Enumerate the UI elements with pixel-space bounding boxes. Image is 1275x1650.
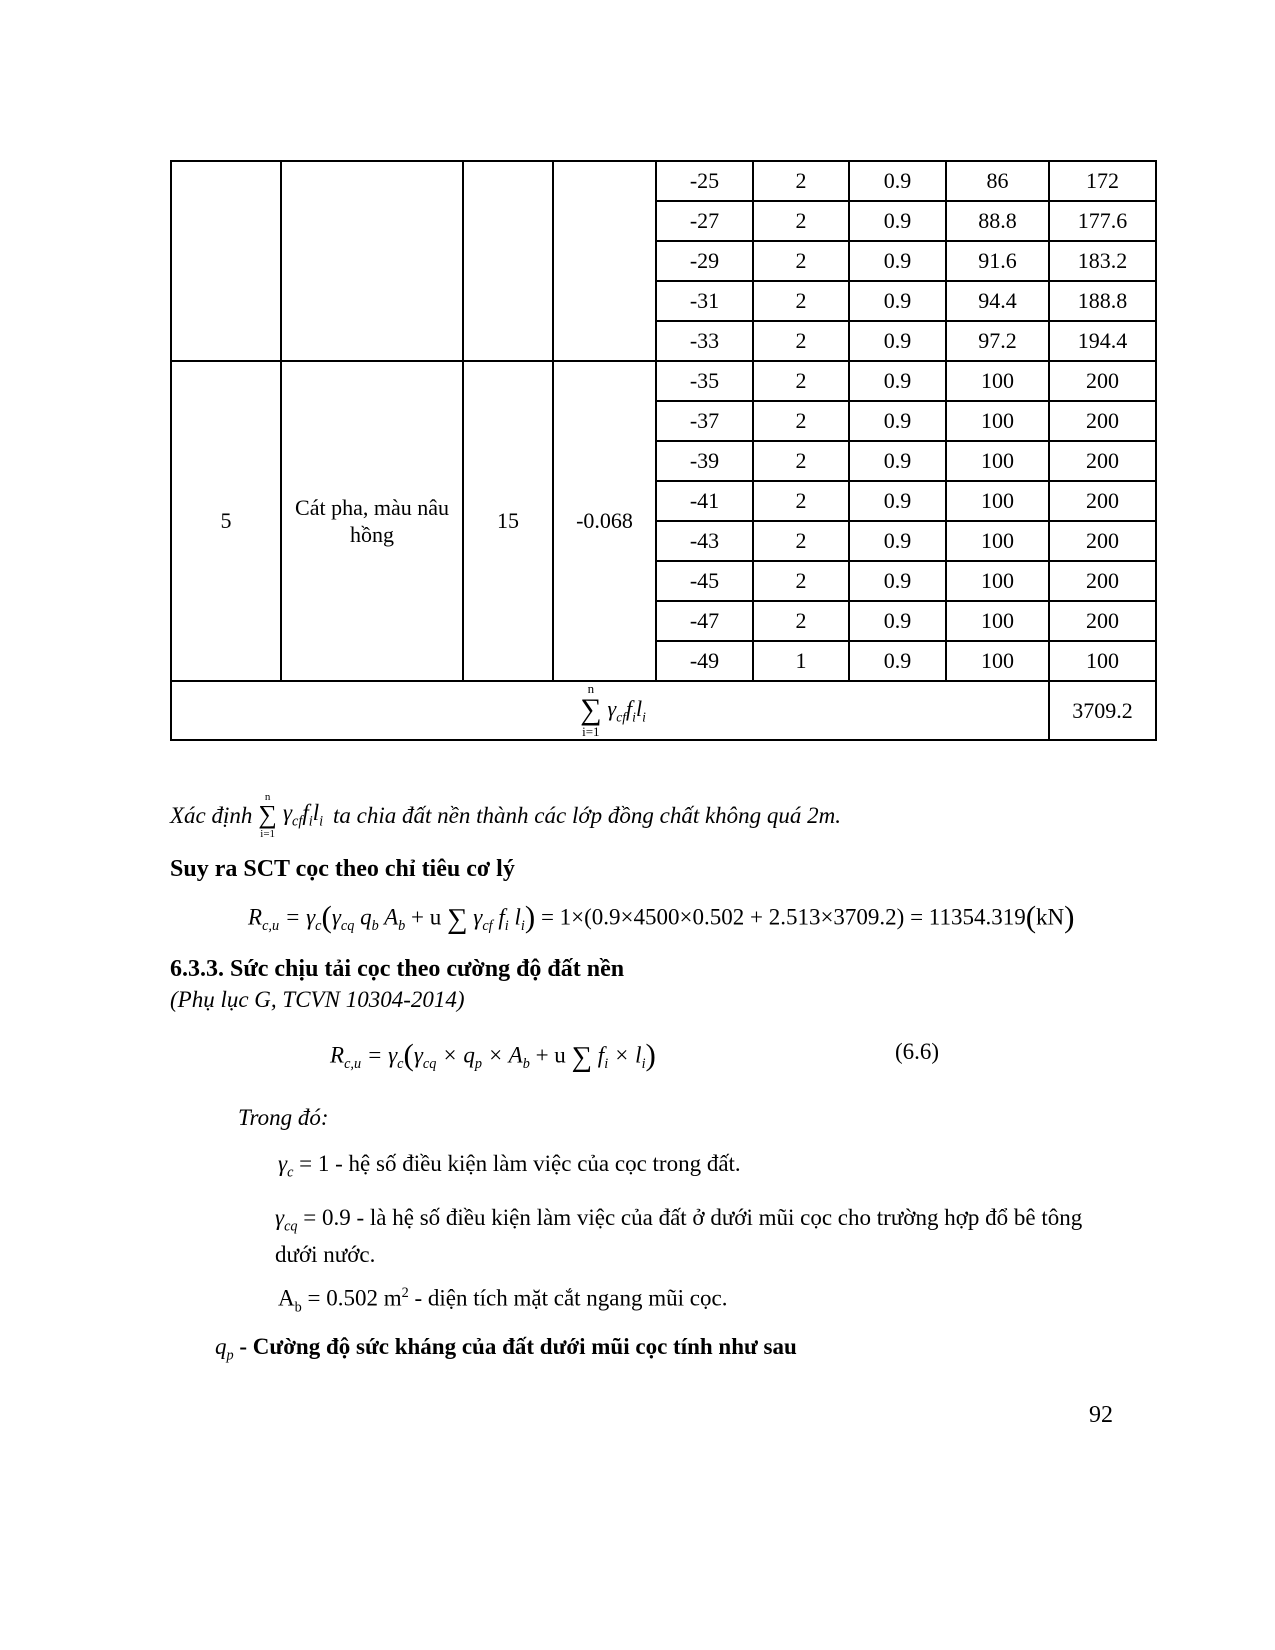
product-cell: 177.6 bbox=[1049, 201, 1156, 241]
product-cell: 183.2 bbox=[1049, 241, 1156, 281]
depth-cell: -25 bbox=[656, 161, 753, 201]
fi-cell: 97.2 bbox=[946, 321, 1049, 361]
gcf-cell: 0.9 bbox=[849, 161, 946, 201]
product-cell: 200 bbox=[1049, 601, 1156, 641]
depth-cell: -41 bbox=[656, 481, 753, 521]
depth-cell: -27 bbox=[656, 201, 753, 241]
gcf-cell: 0.9 bbox=[849, 361, 946, 401]
fi-cell: 100 bbox=[946, 401, 1049, 441]
soil-name-cell bbox=[281, 161, 463, 361]
soil-name-cell: Cát pha, màu nâu hồng bbox=[281, 361, 463, 681]
gcf-cell: 0.9 bbox=[849, 561, 946, 601]
depth-cell: -43 bbox=[656, 521, 753, 561]
depth-cell: -35 bbox=[656, 361, 753, 401]
fi-cell: 94.4 bbox=[946, 281, 1049, 321]
gcf-cell: 0.9 bbox=[849, 321, 946, 361]
table-row bbox=[171, 161, 1156, 201]
product-cell: 200 bbox=[1049, 441, 1156, 481]
fi-cell: 100 bbox=[946, 361, 1049, 401]
sigma-icon: ∑ bbox=[571, 1040, 593, 1073]
sum-lower-limit: i=1 bbox=[582, 723, 600, 739]
heading-suy-ra: Suy ra SCT cọc theo chỉ tiêu cơ lý bbox=[170, 855, 515, 882]
li-cell: 2 bbox=[753, 201, 849, 241]
col4-cell bbox=[553, 161, 656, 361]
product-cell: 200 bbox=[1049, 361, 1156, 401]
sigma-icon: ∑ bbox=[447, 902, 468, 935]
depth-cell: -49 bbox=[656, 641, 753, 681]
li-cell: 2 bbox=[753, 561, 849, 601]
layer-no-cell: 5 bbox=[171, 361, 281, 681]
depth-cell: -31 bbox=[656, 281, 753, 321]
table-row bbox=[171, 361, 1156, 401]
product-cell: 200 bbox=[1049, 521, 1156, 561]
layer-no-cell bbox=[171, 161, 281, 361]
summation-symbol bbox=[580, 682, 601, 739]
fi-cell: 100 bbox=[946, 481, 1049, 521]
line-qp: $q_p$ - Cường độ sức kháng của đất dưới mũi cọc tính như sau bbox=[215, 1334, 797, 1364]
product-cell: 100 bbox=[1049, 641, 1156, 681]
table-sum-row bbox=[171, 681, 1156, 740]
li-cell: 2 bbox=[753, 321, 849, 361]
left-paren: ( bbox=[403, 1036, 414, 1072]
sum-body: $\gamma_{cf}f_il_i$ bbox=[282, 800, 324, 830]
li-cell: 2 bbox=[753, 441, 849, 481]
product-cell: 172 bbox=[1049, 161, 1156, 201]
sum-formula-cell bbox=[171, 681, 1049, 740]
col3-cell: 15 bbox=[463, 361, 553, 681]
line-ab: $A_b = 0.502$ $m^2$ - diện tích mặt cắt ngang mũi cọc. bbox=[278, 1284, 728, 1316]
depth-cell: -39 bbox=[656, 441, 753, 481]
col4-cell: -0.068 bbox=[553, 361, 656, 681]
li-cell: 2 bbox=[753, 401, 849, 441]
left-paren: ( bbox=[321, 898, 332, 934]
para-xac-dinh-post: ta chia đất nền thành các lớp đồng chất không quá 2m. bbox=[333, 802, 842, 828]
fi-cell: 100 bbox=[946, 641, 1049, 681]
sum-lower-limit: i=1 bbox=[260, 827, 276, 840]
para-xac-dinh-pre: Xác định bbox=[170, 802, 253, 828]
sum-total-cell: 3709.2 bbox=[1049, 681, 1156, 740]
depth-cell: -37 bbox=[656, 401, 753, 441]
formula-6-6: $R_{c,u} = \gamma_c(\gamma_{cq} \times q_p \times A_b + u$ ∑ $f_i \times l_i$) (6.6) bbox=[330, 1036, 940, 1073]
line-gamma-cq: $\gamma_{cq} = 0.9$ - là hệ số điều kiện làm việc của đất ở dưới mũi cọc cho trường hợp đổ bê tông dưới nước. bbox=[275, 1204, 1083, 1268]
depth-cell: -29 bbox=[656, 241, 753, 281]
fi-cell: 100 bbox=[946, 601, 1049, 641]
gcf-cell: 0.9 bbox=[849, 641, 946, 681]
product-cell: 200 bbox=[1049, 401, 1156, 441]
para-trong-do: Trong đó: bbox=[238, 1104, 329, 1130]
soil-layers-table bbox=[170, 160, 1157, 741]
sum-upper-limit: n bbox=[264, 791, 271, 804]
sum-upper-limit: n bbox=[587, 681, 595, 696]
fi-cell: 88.8 bbox=[946, 201, 1049, 241]
fi-cell: 100 bbox=[946, 561, 1049, 601]
li-cell: 2 bbox=[753, 481, 849, 521]
page-number: 92 bbox=[1089, 1402, 1113, 1428]
fi-cell: 91.6 bbox=[946, 241, 1049, 281]
gcf-cell: 0.9 bbox=[849, 601, 946, 641]
heading-6-3-3: 6.3.3. Sức chịu tải cọc theo cường độ đất nền bbox=[170, 955, 625, 982]
fi-cell: 86 bbox=[946, 161, 1049, 201]
li-cell: 2 bbox=[753, 521, 849, 561]
product-cell: 188.8 bbox=[1049, 281, 1156, 321]
gcf-cell: 0.9 bbox=[849, 281, 946, 321]
product-cell: 200 bbox=[1049, 481, 1156, 521]
product-cell: 200 bbox=[1049, 561, 1156, 601]
sigma-icon: ∑ bbox=[258, 800, 277, 830]
gcf-cell: 0.9 bbox=[849, 441, 946, 481]
gcf-cell: 0.9 bbox=[849, 241, 946, 281]
li-cell: 2 bbox=[753, 241, 849, 281]
depth-cell: -33 bbox=[656, 321, 753, 361]
sum-body: $\gamma_{cf}f_il_i$ bbox=[607, 695, 646, 724]
gcf-cell: 0.9 bbox=[849, 401, 946, 441]
summation-symbol bbox=[258, 791, 277, 840]
sigma-icon: ∑ bbox=[580, 693, 602, 727]
formula-rcu-co-ly: $R_{c,u} = \gamma_c(\gamma_{cq}$ $q_b$ $A_b + u$ ∑ $\gamma_{cf}$ $f_i$ $l_i) = 1\times(0.9\times 4500\times 0.502 + 2.513\times 3709.2) = 11354.319(kN)$ bbox=[248, 898, 1075, 935]
gcf-cell: 0.9 bbox=[849, 201, 946, 241]
para-xac-dinh bbox=[170, 791, 1160, 840]
gcf-cell: 0.9 bbox=[849, 481, 946, 521]
para-phu-luc: (Phụ lục G, TCVN 10304-2014) bbox=[170, 986, 465, 1012]
col3-cell bbox=[463, 161, 553, 361]
product-cell: 194.4 bbox=[1049, 321, 1156, 361]
li-cell: 2 bbox=[753, 601, 849, 641]
right-paren: ) bbox=[524, 898, 536, 934]
li-cell: 2 bbox=[753, 161, 849, 201]
right-paren: ) bbox=[645, 1036, 656, 1072]
page-content bbox=[170, 160, 1160, 1365]
depth-cell: -47 bbox=[656, 601, 753, 641]
gcf-cell: 0.9 bbox=[849, 521, 946, 561]
li-cell: 2 bbox=[753, 361, 849, 401]
li-cell: 2 bbox=[753, 281, 849, 321]
depth-cell: -45 bbox=[656, 561, 753, 601]
fi-cell: 100 bbox=[946, 521, 1049, 561]
equation-number: (6.6) bbox=[895, 1038, 940, 1064]
fi-cell: 100 bbox=[946, 441, 1049, 481]
li-cell: 1 bbox=[753, 641, 849, 681]
line-gamma-c: $\gamma_c = 1$ - hệ số điều kiện làm việc của cọc trong đất. bbox=[278, 1150, 741, 1181]
